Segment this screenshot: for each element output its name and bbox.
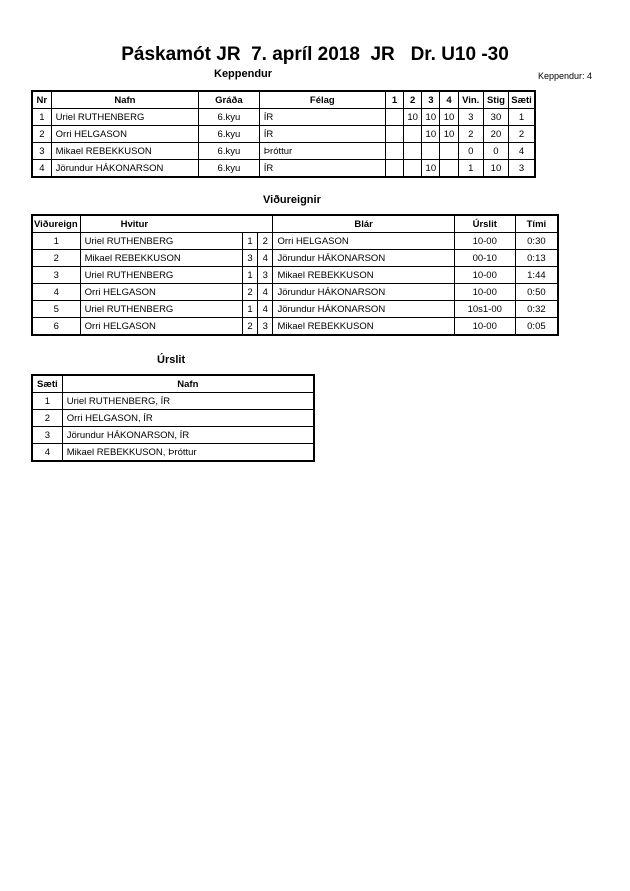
match-white-player: Uriel RUTHENBERG xyxy=(80,267,242,284)
match-number: 2 xyxy=(32,250,80,267)
round-score xyxy=(385,143,403,160)
result-name: Orri HELGASON, ÍR xyxy=(62,410,314,427)
table-row xyxy=(32,427,314,444)
table-row xyxy=(32,143,535,160)
match-blue-player: Jörundur HÁKONARSON xyxy=(273,284,454,301)
column-header: 2 xyxy=(404,91,422,109)
match-blue-player: Jörundur HÁKONARSON xyxy=(273,250,454,267)
result-place: 2 xyxy=(32,410,62,427)
table-row xyxy=(32,233,558,250)
player-name: Jörundur HÁKONARSON xyxy=(51,160,198,178)
player-grade: 6.kyu xyxy=(199,160,260,178)
match-result: 00-10 xyxy=(454,250,515,267)
round-score: 10 xyxy=(422,109,440,126)
match-blue-number: 4 xyxy=(258,250,273,267)
match-blue-number: 2 xyxy=(258,233,273,250)
matches-section-title: Viðureignir xyxy=(263,194,321,206)
match-white-number: 1 xyxy=(242,267,257,284)
match-white-number: 1 xyxy=(242,233,257,250)
column-header: Stig xyxy=(483,91,508,109)
table-row xyxy=(32,393,314,410)
table-row xyxy=(32,267,558,284)
column-header: 4 xyxy=(440,91,458,109)
match-number: 1 xyxy=(32,233,80,250)
match-blue-player: Mikael REBEKKUSON xyxy=(273,318,454,336)
column-header: Félag xyxy=(259,91,385,109)
table-row xyxy=(32,250,558,267)
result-name: Uriel RUTHENBERG, ÍR xyxy=(62,393,314,410)
column-header: Viðureign xyxy=(32,215,80,233)
match-time: 0:50 xyxy=(515,284,558,301)
player-club: ÍR xyxy=(259,109,385,126)
match-time: 0:05 xyxy=(515,318,558,336)
match-time: 0:13 xyxy=(515,250,558,267)
table-row xyxy=(32,301,558,318)
player-number: 4 xyxy=(32,160,51,178)
player-wins: 3 xyxy=(458,109,483,126)
player-number: 1 xyxy=(32,109,51,126)
match-blue-player: Orri HELGASON xyxy=(273,233,454,250)
player-number: 2 xyxy=(32,126,51,143)
player-name: Orri HELGASON xyxy=(51,126,198,143)
column-header: Úrslit xyxy=(454,215,515,233)
player-wins: 2 xyxy=(458,126,483,143)
match-result: 10-00 xyxy=(454,233,515,250)
players-section-title: Keppendur xyxy=(214,68,273,80)
match-blue-number: 4 xyxy=(258,284,273,301)
player-points: 10 xyxy=(483,160,508,178)
column-header: Gráða xyxy=(199,91,260,109)
match-number: 5 xyxy=(32,301,80,318)
round-score xyxy=(440,160,458,178)
match-result: 10s1-00 xyxy=(454,301,515,318)
player-points: 20 xyxy=(483,126,508,143)
player-grade: 6.kyu xyxy=(199,126,260,143)
player-grade: 6.kyu xyxy=(199,143,260,160)
results-header-row xyxy=(32,375,314,393)
page-title: Páskamót JR 7. apríl 2018 JR Dr. U10 -30 xyxy=(121,44,509,65)
results-table xyxy=(31,374,315,462)
match-result: 10-00 xyxy=(454,267,515,284)
match-result: 10-00 xyxy=(454,284,515,301)
round-score xyxy=(385,160,403,178)
round-score: 10 xyxy=(440,126,458,143)
player-place: 3 xyxy=(509,160,535,178)
player-place: 1 xyxy=(509,109,535,126)
result-name: Mikael REBEKKUSON, Þróttur xyxy=(62,444,314,462)
result-place: 1 xyxy=(32,393,62,410)
table-row xyxy=(32,318,558,336)
player-place: 2 xyxy=(509,126,535,143)
match-white-number: 2 xyxy=(242,318,257,336)
match-time: 0:30 xyxy=(515,233,558,250)
match-time: 1:44 xyxy=(515,267,558,284)
round-score xyxy=(385,109,403,126)
player-wins: 1 xyxy=(458,160,483,178)
player-name: Uriel RUTHENBERG xyxy=(51,109,198,126)
table-row xyxy=(32,160,535,178)
column-header: Vin. xyxy=(458,91,483,109)
player-club: ÍR xyxy=(259,160,385,178)
result-place: 3 xyxy=(32,427,62,444)
round-score xyxy=(404,143,422,160)
players-count: Keppendur: 4 xyxy=(538,71,593,81)
player-points: 30 xyxy=(483,109,508,126)
player-place: 4 xyxy=(509,143,535,160)
player-grade: 6.kyu xyxy=(199,109,260,126)
player-club: Þróttur xyxy=(259,143,385,160)
match-blue-player: Mikael REBEKKUSON xyxy=(273,267,454,284)
column-header: Blár xyxy=(273,215,454,233)
round-score: 10 xyxy=(404,109,422,126)
column-header: Nr xyxy=(32,91,51,109)
round-score: 10 xyxy=(440,109,458,126)
round-score xyxy=(422,143,440,160)
round-score xyxy=(385,126,403,143)
column-header: Nafn xyxy=(62,375,314,393)
table-row xyxy=(32,410,314,427)
player-wins: 0 xyxy=(458,143,483,160)
players-table xyxy=(31,90,536,178)
column-header: Nafn xyxy=(51,91,198,109)
match-number: 6 xyxy=(32,318,80,336)
match-blue-player: Jörundur HÁKONARSON xyxy=(273,301,454,318)
player-club: ÍR xyxy=(259,126,385,143)
round-score: 10 xyxy=(422,126,440,143)
round-score xyxy=(404,126,422,143)
column-header: Hvitur xyxy=(80,215,273,233)
match-white-player: Uriel RUTHENBERG xyxy=(80,301,242,318)
match-white-player: Mikael REBEKKUSON xyxy=(80,250,242,267)
table-row xyxy=(32,109,535,126)
result-name: Jörundur HÁKONARSON, ÍR xyxy=(62,427,314,444)
match-white-number: 3 xyxy=(242,250,257,267)
match-time: 0:32 xyxy=(515,301,558,318)
table-row xyxy=(32,126,535,143)
results-section-title: Úrslit xyxy=(157,354,186,366)
match-number: 3 xyxy=(32,267,80,284)
match-blue-number: 3 xyxy=(258,318,273,336)
match-white-number: 1 xyxy=(242,301,257,318)
column-header: Sæti xyxy=(509,91,535,109)
column-header: Tími xyxy=(515,215,558,233)
round-score: 10 xyxy=(422,160,440,178)
round-score xyxy=(440,143,458,160)
player-number: 3 xyxy=(32,143,51,160)
table-row xyxy=(32,444,314,462)
match-white-number: 2 xyxy=(242,284,257,301)
round-score xyxy=(404,160,422,178)
matches-header-row xyxy=(32,215,558,233)
match-white-player: Orri HELGASON xyxy=(80,284,242,301)
column-header: Sæti xyxy=(32,375,62,393)
match-white-player: Orri HELGASON xyxy=(80,318,242,336)
player-points: 0 xyxy=(483,143,508,160)
table-row xyxy=(32,284,558,301)
result-place: 4 xyxy=(32,444,62,462)
column-header: 1 xyxy=(385,91,403,109)
match-result: 10-00 xyxy=(454,318,515,336)
player-name: Mikael REBEKKUSON xyxy=(51,143,198,160)
column-header: 3 xyxy=(422,91,440,109)
players-header-row xyxy=(32,91,535,109)
match-white-player: Uriel RUTHENBERG xyxy=(80,233,242,250)
match-number: 4 xyxy=(32,284,80,301)
match-blue-number: 4 xyxy=(258,301,273,318)
matches-table xyxy=(31,214,559,336)
match-blue-number: 3 xyxy=(258,267,273,284)
